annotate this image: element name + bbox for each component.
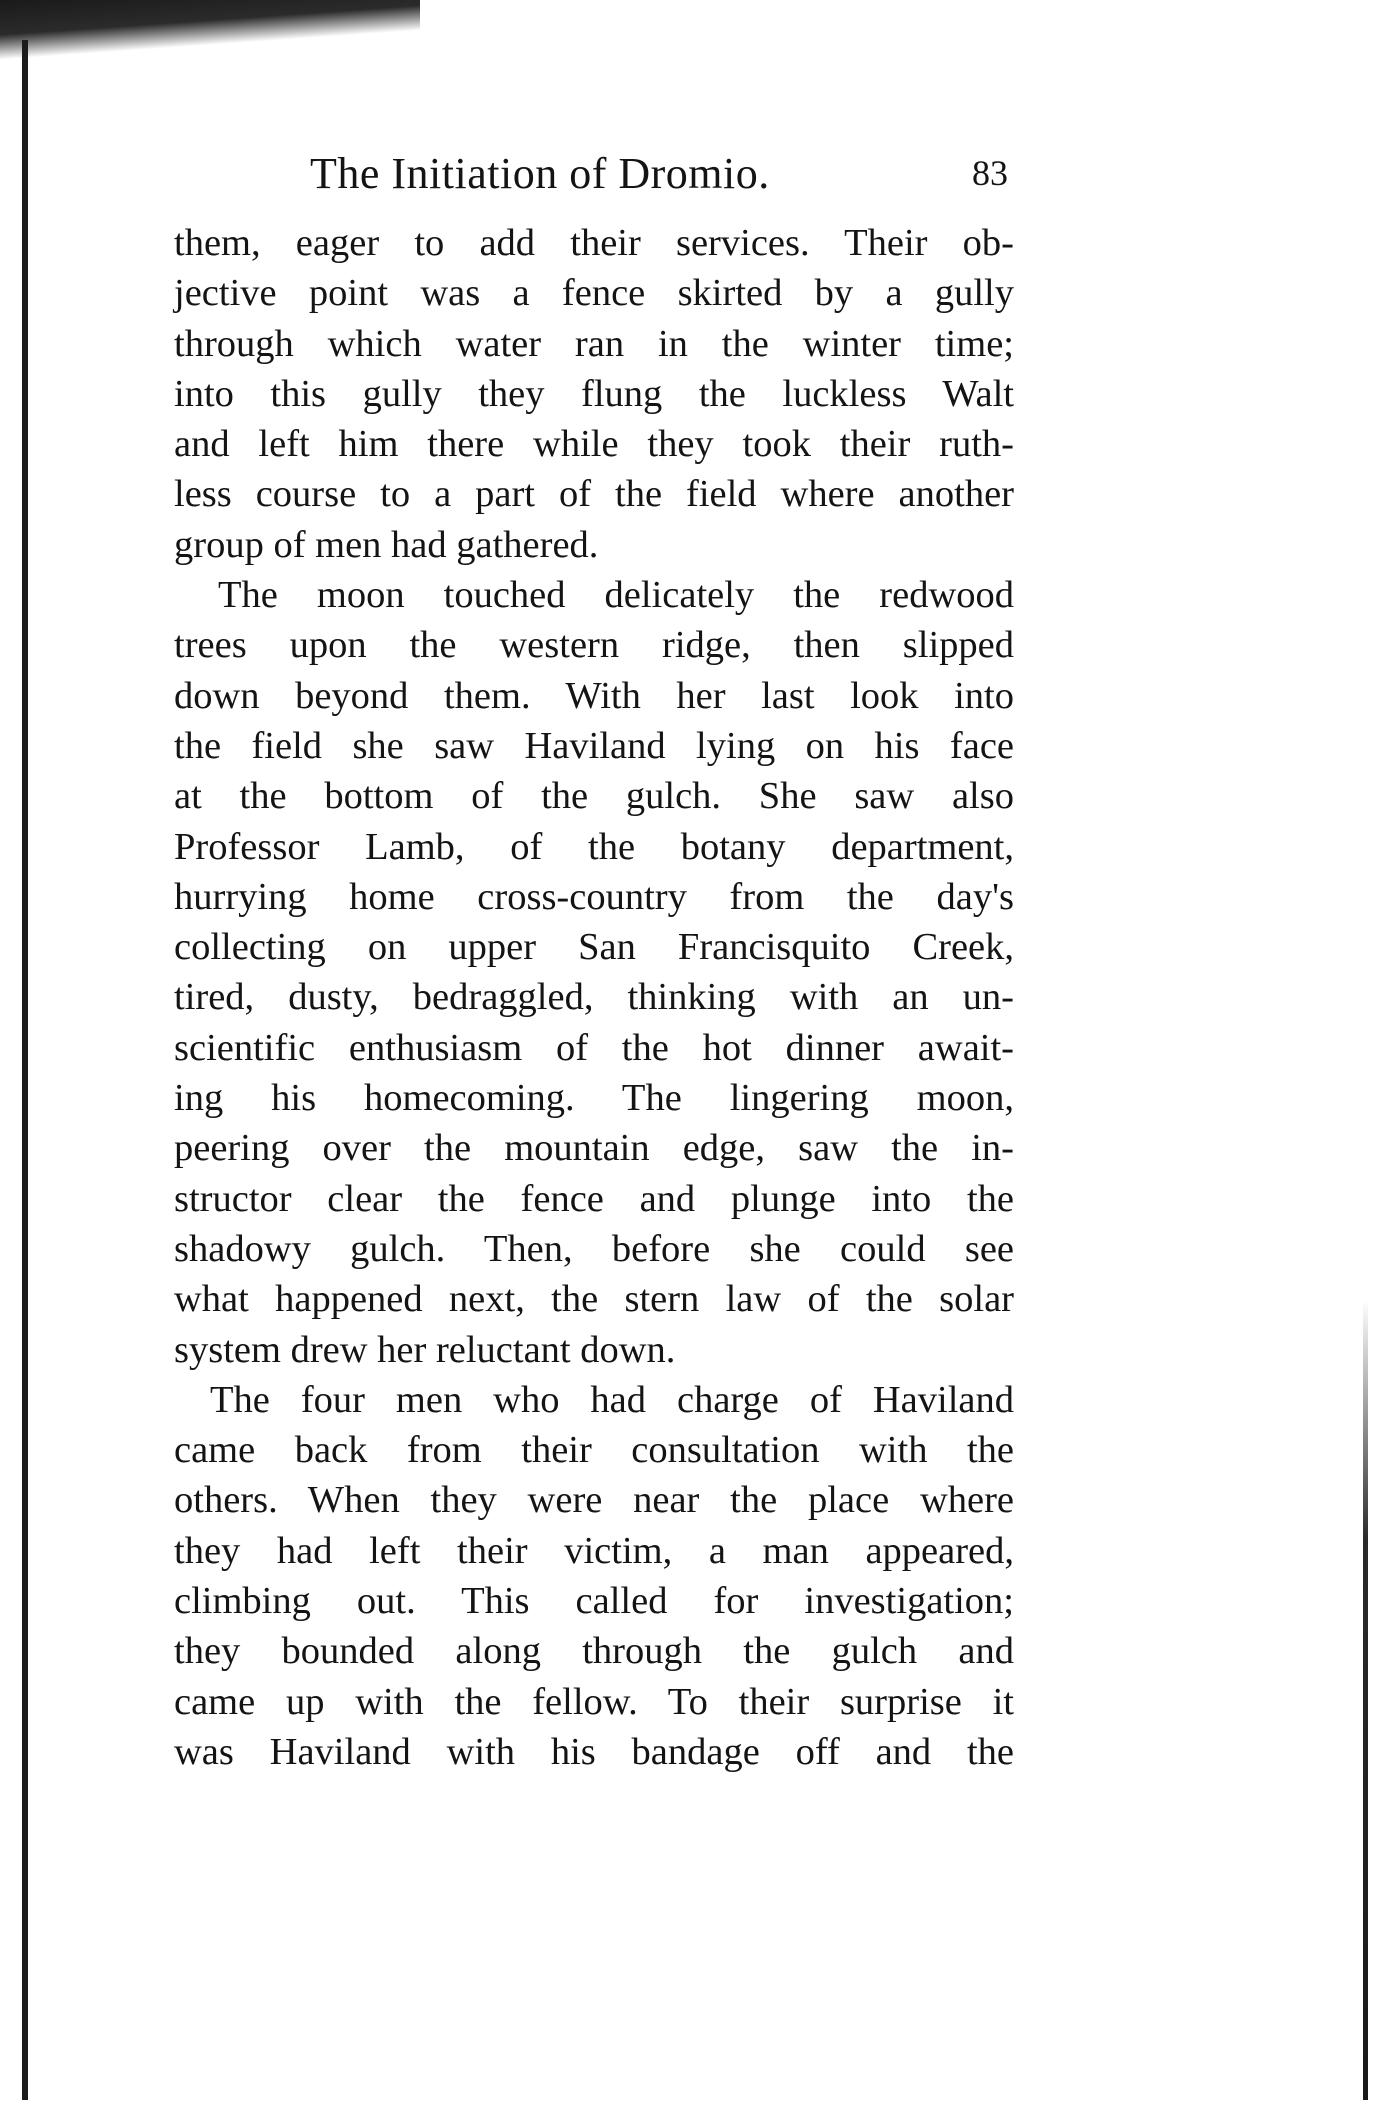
text-line: through which water ran in the winter time;: [174, 322, 1014, 365]
text-line: what happened next, the stern law of the solar: [174, 1278, 1014, 1321]
text-line: structor clear the fence and plunge into the: [174, 1177, 1014, 1220]
text-line: hurrying home cross-country from the day's: [174, 875, 1014, 918]
text-line: down beyond them. With her last look into: [174, 674, 1014, 717]
body-text: [174, 218, 1014, 1777]
text-line: they bounded along through the gulch and: [174, 1630, 1014, 1673]
text-line: others. When they were near the place where: [174, 1479, 1014, 1522]
running-head: [310, 148, 1010, 208]
text-line: The four men who had charge of Haviland: [210, 1378, 1014, 1421]
text-line: peering over the mountain edge, saw the in-: [174, 1127, 1014, 1170]
text-line: shadowy gulch. Then, before she could see: [174, 1227, 1014, 1270]
text-line: system drew her reluctant down.: [174, 1328, 676, 1371]
text-line: less course to a part of the field where another: [174, 473, 1014, 516]
text-line: tired, dusty, bedraggled, thinking with an un-: [174, 976, 1014, 1019]
text-line: Professor Lamb, of the botany department,: [174, 825, 1014, 868]
text-line: group of men had gathered.: [174, 523, 599, 566]
text-line: was Haviland with his bandage off and the: [174, 1730, 1014, 1773]
page-number: 83: [972, 153, 1008, 193]
scan-right-border: [1363, 1300, 1368, 2100]
scan-edge-shadow: [0, 0, 420, 70]
text-line: them, eager to add their services. Their ob-: [174, 222, 1014, 264]
text-line: into this gully they flung the luckless Walt: [174, 372, 1014, 415]
text-line: the field she saw Haviland lying on his face: [174, 724, 1014, 767]
text-line: at the bottom of the gulch. She saw also: [174, 775, 1014, 818]
text-line: The moon touched delicately the redwood: [218, 574, 1014, 617]
scan-left-border: [22, 40, 28, 2100]
running-title: The Initiation of Dromio.: [310, 149, 770, 198]
text-line: came back from their consultation with the: [174, 1429, 1014, 1472]
text-line: and left him there while they took their ruth-: [174, 423, 1014, 466]
text-line: jective point was a fence skirted by a gully: [174, 272, 1014, 315]
text-line: they had left their victim, a man appeared,: [174, 1529, 1014, 1572]
text-line: trees upon the western ridge, then slipped: [174, 624, 1014, 667]
text-line: collecting on upper San Francisquito Creek,: [174, 926, 1014, 969]
text-line: ing his homecoming. The lingering moon,: [174, 1077, 1014, 1120]
text-line: came up with the fellow. To their surprise it: [174, 1680, 1014, 1723]
text-line: scientific enthusiasm of the hot dinner await-: [174, 1026, 1014, 1069]
text-line: climbing out. This called for investigation;: [174, 1580, 1014, 1623]
